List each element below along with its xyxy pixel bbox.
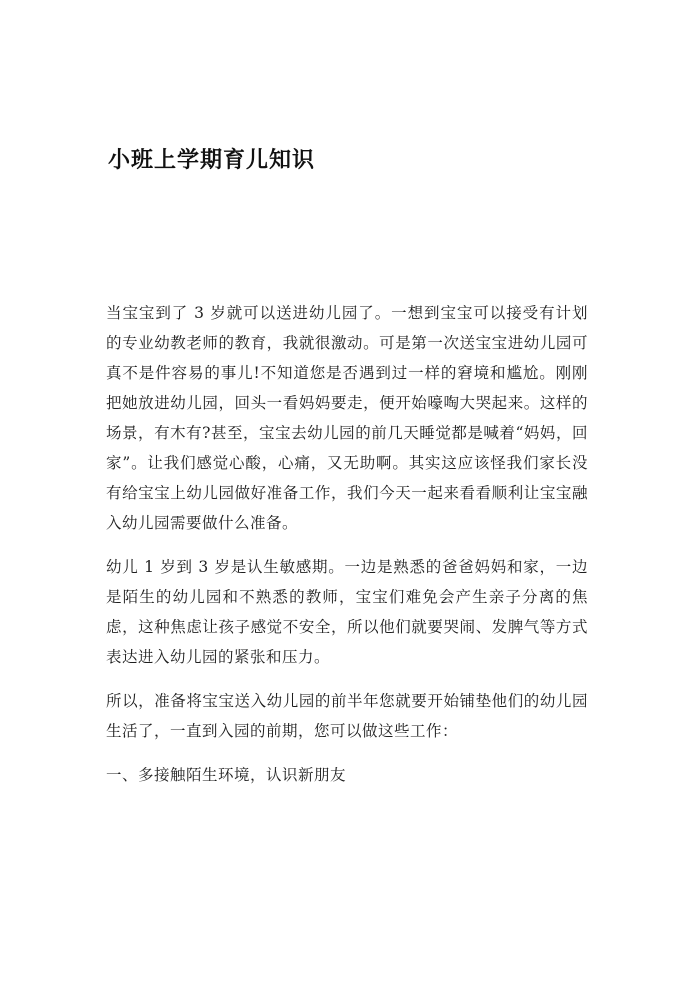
- paragraph-sensitive-period: 幼儿 1 岁到 3 岁是认生敏感期。一边是熟悉的爸爸妈妈和家，一边是陌生的幼儿园和不熟悉的教师，宝宝们难免会产生亲子分离的焦虑，这种焦虑让孩子感觉不安全，所以他们就要哭闹、发脾气等方式表达进入幼儿园的紧张和压力。: [106, 558, 588, 666]
- paragraph-preparation: 所以，准备将宝宝送入幼儿园的前半年您就要开始铺垫他们的幼儿园生活了，一直到入园的前期，您可以做这些工作：: [106, 692, 588, 740]
- paragraph-intro: 当宝宝到了 3 岁就可以送进幼儿园了。一想到宝宝可以接受有计划的专业幼教老师的教育，我就很激动。可是第一次送宝宝进幼儿园可真不是件容易的事儿!不知道您是否遇到过一样的窘境和尴尬。刚刚把她放进幼儿园，回头一看妈妈要走，便开始嚎啕大哭起来。这样的场景，有木有?甚至，宝宝去幼儿园的前几天睡觉都是喊着“妈妈，回家”。让我们感觉心酸，心痛，又无助啊。其实这应该怪我们家长没有给宝宝上幼儿园做好准备工作，我们今天一起来看看顺利让宝宝融入幼儿园需要做什么准备。: [106, 304, 588, 532]
- section-heading: 一、多接触陌生环境，认识新朋友: [106, 766, 347, 784]
- document-body: [106, 298, 588, 790]
- document-title: 小班上学期育儿知识: [108, 148, 316, 173]
